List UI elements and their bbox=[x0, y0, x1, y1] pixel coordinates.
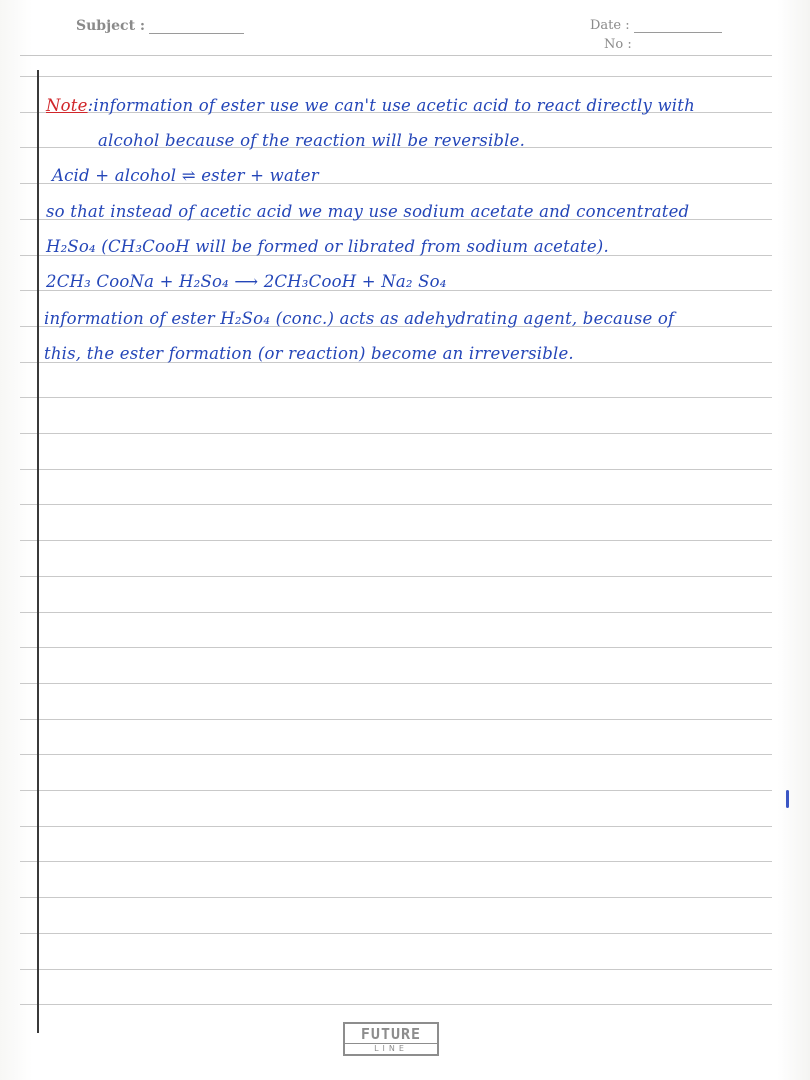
ruled-line bbox=[20, 76, 772, 77]
logo-main-text: FUTURE bbox=[343, 1022, 439, 1043]
date-label: Date : bbox=[590, 18, 630, 33]
ruled-line bbox=[20, 683, 772, 684]
note-line-6 bbox=[46, 272, 447, 291]
ruled-line bbox=[20, 933, 772, 934]
date-field bbox=[590, 18, 722, 33]
note-line-4: so that instead of acetic acid we may use sodium acetate and concentrated bbox=[46, 202, 690, 221]
subject-field bbox=[76, 18, 244, 34]
reaction-reactants: 2CH₃ CooNa + H₂So₄ bbox=[46, 272, 229, 291]
equilibrium-arrow-icon: ⇌ bbox=[181, 166, 196, 185]
equation-reactants: Acid + alcohol bbox=[52, 166, 177, 185]
ink-mark bbox=[786, 790, 789, 808]
ruled-line bbox=[20, 647, 772, 648]
ruled-line bbox=[20, 576, 772, 577]
ruled-line bbox=[20, 790, 772, 791]
date-blank bbox=[634, 18, 722, 33]
note-line-1 bbox=[46, 96, 695, 115]
equation-products: ester + water bbox=[201, 166, 319, 185]
ruled-line bbox=[20, 754, 772, 755]
number-label: No : bbox=[604, 37, 632, 52]
reaction-products: 2CH₃CooH + Na₂ So₄ bbox=[263, 272, 447, 291]
note-text-1: :information of ester use we can't use acetic acid to react directly with bbox=[87, 96, 695, 115]
ruled-line bbox=[20, 719, 772, 720]
header-divider bbox=[20, 55, 772, 56]
ruled-line bbox=[20, 969, 772, 970]
ruled-line bbox=[20, 397, 772, 398]
ruled-line bbox=[20, 826, 772, 827]
note-line-2: alcohol because of the reaction will be reversible. bbox=[98, 131, 526, 150]
reaction-arrow-icon: ⟶ bbox=[234, 272, 259, 291]
ruled-line bbox=[20, 861, 772, 862]
ruled-line bbox=[20, 897, 772, 898]
note-line-8: this, the ester formation (or reaction) become an irreversible. bbox=[44, 344, 574, 363]
logo-sub-text: LINE bbox=[343, 1043, 439, 1056]
note-line-3 bbox=[52, 166, 319, 185]
ruled-line bbox=[20, 469, 772, 470]
note-line-7: information of ester H₂So₄ (conc.) acts as adehydrating agent, because of bbox=[44, 309, 675, 328]
future-line-logo bbox=[343, 1022, 439, 1056]
ruled-line bbox=[20, 1004, 772, 1005]
margin-line bbox=[37, 70, 39, 1033]
number-field bbox=[604, 37, 632, 52]
ruled-line bbox=[20, 433, 772, 434]
subject-blank bbox=[149, 19, 244, 34]
ruled-line bbox=[20, 504, 772, 505]
ruled-line bbox=[20, 540, 772, 541]
note-label: Note bbox=[46, 96, 88, 115]
subject-label: Subject : bbox=[76, 18, 146, 34]
ruled-line bbox=[20, 612, 772, 613]
note-line-5: H₂So₄ (CH₃CooH will be formed or librated from sodium acetate). bbox=[46, 237, 609, 256]
